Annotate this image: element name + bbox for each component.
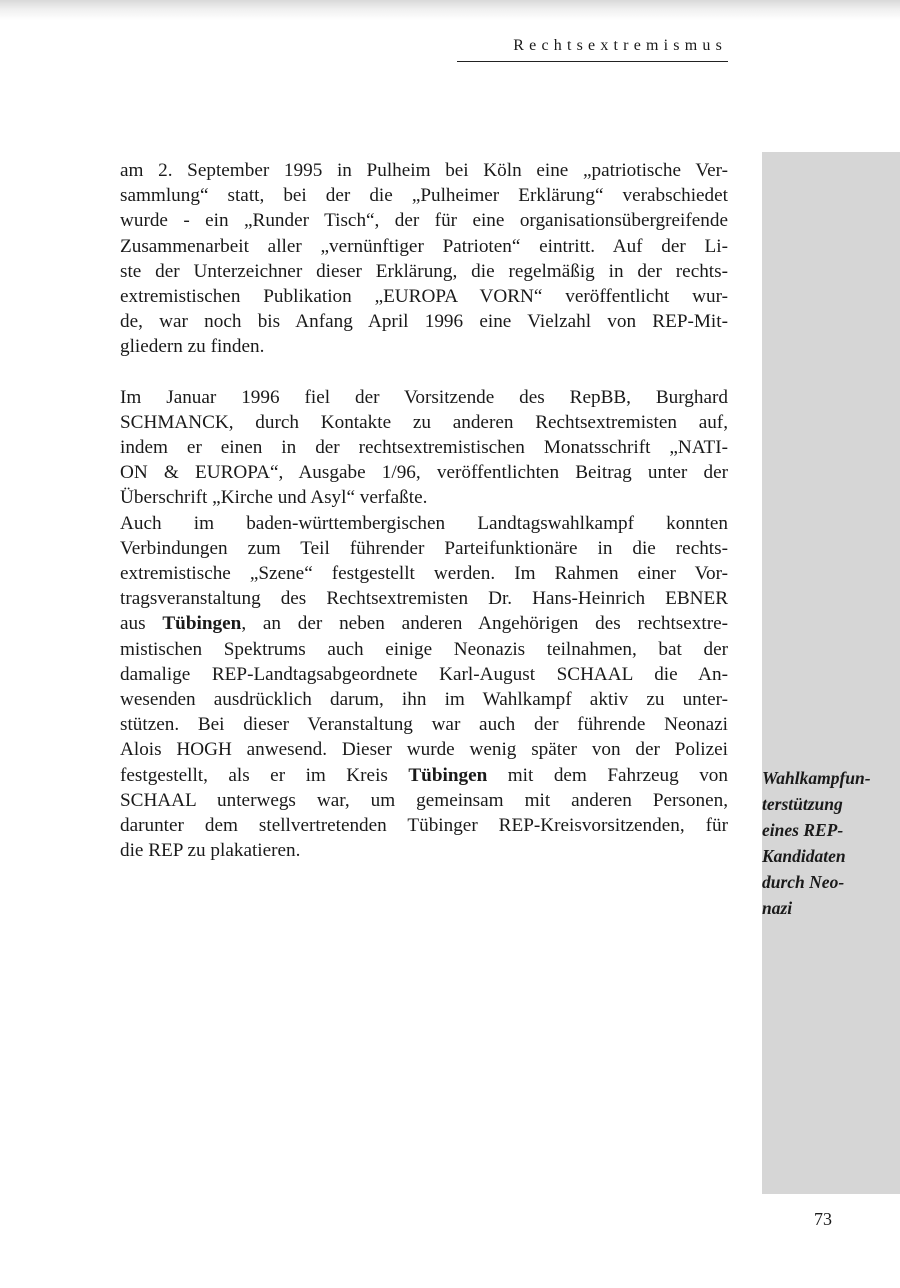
text-line: Zusammenarbeit aller „vernünftiger Patrioten“ eintritt. Auf der Li- bbox=[120, 235, 728, 257]
margin-strip bbox=[762, 152, 900, 1194]
text-line: Überschrift „Kirche und Asyl“ verfaßte. bbox=[120, 487, 428, 509]
text-line bbox=[120, 611, 728, 636]
margin-note bbox=[762, 765, 886, 921]
margin-note-line: terstützung bbox=[762, 794, 843, 814]
text-segment: mit dem Fahrzeug von bbox=[487, 764, 728, 786]
text-line: Auch im baden-württembergischen Landtagswahlkampf konnten bbox=[120, 512, 728, 534]
text-line: tragsveranstaltung des Rechtsextremisten Dr. Hans-Heinrich EBNER bbox=[120, 588, 728, 610]
header-rule bbox=[457, 61, 728, 62]
text-line: gliedern zu finden. bbox=[120, 336, 265, 358]
text-line: SCHMANCK, durch Kontakte zu anderen Rechtsextremisten auf, bbox=[120, 411, 728, 433]
paragraph-1 bbox=[120, 158, 728, 360]
text-segment: aus bbox=[120, 613, 163, 635]
margin-note-line: Kandidaten bbox=[762, 846, 846, 866]
text-line: mistischen Spektrums auch einige Neonazis teilnahmen, bat der bbox=[120, 638, 728, 660]
place-name-bold: Tübingen bbox=[162, 613, 242, 635]
text-line: stützen. Bei dieser Veranstaltung war auch der führende Neonazi bbox=[120, 714, 728, 736]
text-line bbox=[120, 763, 728, 788]
text-line: die REP zu plakatieren. bbox=[120, 840, 301, 862]
text-line: de, war noch bis Anfang April 1996 eine Vielzahl von REP-Mit- bbox=[120, 311, 728, 333]
text-segment: , an der neben anderen Angehörigen des rechtsextre- bbox=[241, 613, 729, 635]
text-line: indem er einen in der rechtsextremistischen Monatsschrift „NATI- bbox=[120, 437, 728, 459]
text-line: damalige REP-Landtagsabgeordnete Karl-August SCHAAL die An- bbox=[120, 663, 728, 685]
page-top-edge bbox=[0, 0, 900, 20]
body-text bbox=[120, 158, 728, 863]
text-segment: festgestellt, als er im Kreis bbox=[120, 764, 409, 786]
text-line: Alois HOGH anwesend. Dieser wurde wenig später von der Polizei bbox=[120, 739, 728, 761]
text-line: darunter dem stellvertretenden Tübinger REP-Kreisvorsitzenden, für bbox=[120, 815, 728, 837]
margin-note-line: eines REP- bbox=[762, 820, 844, 840]
text-line: SCHAAL unterwegs war, um gemeinsam mit anderen Personen, bbox=[120, 789, 728, 811]
margin-note-line: nazi bbox=[762, 898, 793, 918]
text-line: Im Januar 1996 fiel der Vorsitzende des RepBB, Burghard bbox=[120, 386, 728, 408]
text-line: extremistische „Szene“ festgestellt werden. Im Rahmen einer Vor- bbox=[120, 563, 728, 585]
text-line: wesenden ausdrücklich darum, ihn im Wahlkampf aktiv zu unter- bbox=[120, 689, 728, 711]
page-number: 73 bbox=[814, 1209, 832, 1229]
text-line: ON & EUROPA“, Ausgabe 1/96, veröffentlichten Beitrag unter der bbox=[120, 462, 728, 484]
paragraph-2 bbox=[120, 385, 728, 511]
paragraph-3 bbox=[120, 511, 728, 864]
text-line: extremistischen Publikation „EUROPA VORN“ veröffentlicht wur- bbox=[120, 286, 728, 308]
text-line: sammlung“ statt, bei der die „Pulheimer Erklärung“ verabschiedet bbox=[120, 185, 728, 207]
text-line: wurde - ein „Runder Tisch“, der für eine organisationsübergreifende bbox=[120, 210, 728, 232]
margin-note-line: durch Neo- bbox=[762, 872, 845, 892]
running-head: Rechtsextremismus bbox=[513, 37, 727, 54]
margin-note-line: Wahlkampfun- bbox=[762, 768, 871, 788]
text-line: Verbindungen zum Teil führender Parteifunktionäre in die rechts- bbox=[120, 537, 728, 559]
text-line: am 2. September 1995 in Pulheim bei Köln eine „patriotische Ver- bbox=[120, 160, 728, 181]
text-line: ste der Unterzeichner dieser Erklärung, die regelmäßig in der rechts- bbox=[120, 260, 728, 282]
place-name-bold: Tübingen bbox=[408, 764, 488, 786]
